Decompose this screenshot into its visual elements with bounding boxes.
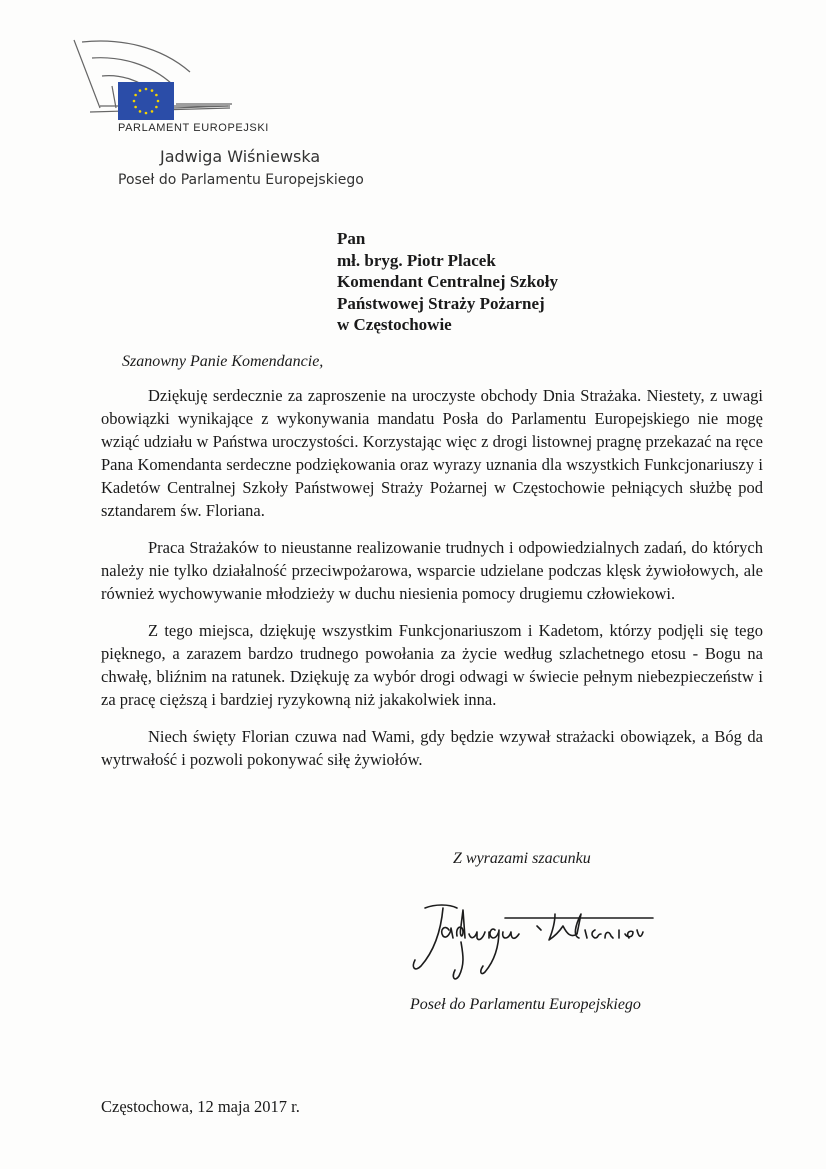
eu-star (155, 106, 158, 109)
eu-star (145, 88, 148, 91)
recipient-line: Państwowej Straży Pożarnej (337, 293, 545, 313)
eu-star (151, 110, 154, 113)
signature-text (655, 880, 656, 881)
organization-name: PARLAMENT EUROPEJSKI (118, 122, 269, 134)
body-paragraph: Praca Strażaków to nieustanne realizowanie trudnych i odpowiedzialnych zadań, do których należy nie tylko działalność przeciwpożarowa, wsparcie udzielane podczas klęsk żywiołowych, ale również wychowywanie młodzieży w duchu niesienia pomocy drugiemu człowiekowi. (101, 538, 763, 603)
body-paragraph: Z tego miejsca, dziękuję wszystkim Funkcjonariuszom i Kadetom, którzy podjęli się tego pięknego, a zarazem bardzo trudnego powołania za życie według szlachetnego etosu - Bogu na chwałę, bliźnim na ratunek. Dziękuję za wybór drogi odwagi w świecie pełnym niebezpieczeństw i za pracę cięższą i bardziej ryzykowną niż jakakolwiek inna. (101, 621, 763, 709)
salutation: Szanowny Panie Komendancie, (122, 353, 324, 370)
sender-name: Jadwiga Wiśniewska (160, 147, 321, 166)
eu-star (139, 89, 142, 92)
eu-star (133, 100, 136, 103)
recipient-address (337, 228, 558, 336)
recipient-line: mł. bryg. Piotr Placek (337, 250, 496, 270)
body-paragraph: Dziękuję serdecznie za zaproszenie na uroczyste obchody Dnia Strażaka. Niestety, z uwagi obowiązki wynikające z wykonywania mandatu Posła do Parlamentu Europejskiego nie mogę wziąć udziału w Państwa uroczystości. Korzystając więc z drogi listownej pragnę przekazać na ręce Pana Komendanta serdeczne podziękowania oraz wyrazy uznania dla wszystkich Funkcjonariuszy i Kadetów Centralnej Szkoły Państwowej Straży Pożarnej w Częstochowie pełniących służbę pod sztandarem św. Floriana. (101, 386, 763, 520)
eu-star (151, 89, 154, 92)
closing-phrase: Z wyrazami szacunku (453, 850, 591, 867)
signature-graphic (405, 880, 655, 990)
recipient-line: w Częstochowie (337, 315, 452, 334)
letter-body (101, 384, 763, 785)
recipient-line: Komendant Centralnej Szkoły (337, 272, 558, 291)
eu-star (134, 106, 137, 109)
signer-title: Poseł do Parlamentu Europejskiego (410, 996, 641, 1013)
eu-star (139, 110, 142, 113)
recipient-line: Pan (337, 229, 366, 248)
eu-star (157, 100, 160, 103)
body-paragraph: Niech święty Florian czuwa nad Wami, gdy będzie wzywał strażacki obowiązek, a Bóg da wytrwałość i pozwoli pokonywać siłę żywiołów. (101, 727, 763, 769)
place-and-date: Częstochowa, 12 maja 2017 r. (101, 1097, 300, 1116)
eu-star (145, 112, 148, 115)
eu-star (134, 94, 137, 97)
handwritten-signature (405, 880, 655, 990)
eu-flag (118, 82, 174, 120)
eu-star (155, 94, 158, 97)
sender-title: Poseł do Parlamentu Europejskiego (118, 172, 364, 188)
